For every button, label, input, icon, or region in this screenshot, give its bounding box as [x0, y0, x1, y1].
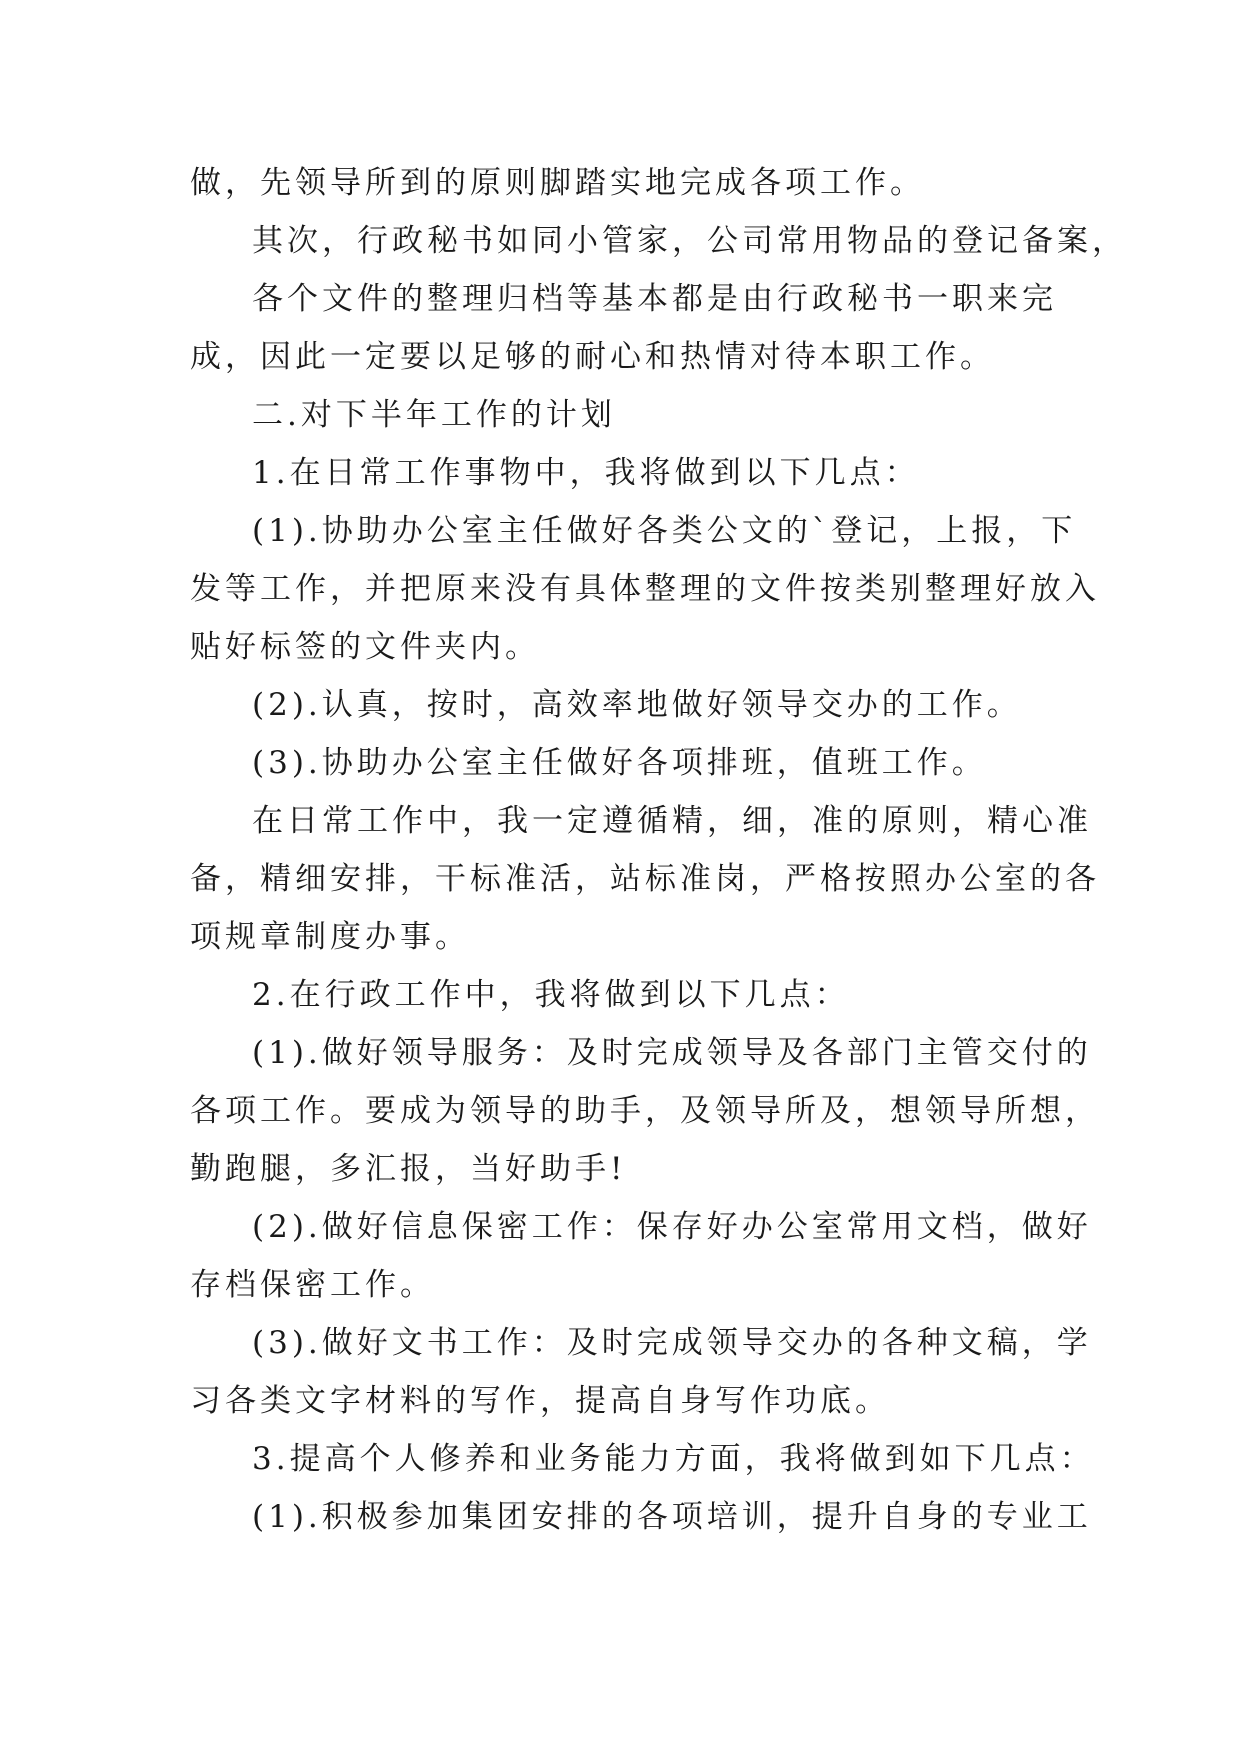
text-line: 做，先领导所到的原则脚踏实地完成各项工作。 — [190, 165, 925, 201]
text-line: 各项工作。要成为领导的助手，及领导所及，想领导所想， — [190, 1093, 1100, 1129]
text-line: 各个文件的整理归档等基本都是由行政秘书一职来完 — [252, 281, 1057, 317]
text-line: (2).做好信息保密工作：保存好办公室常用文档，做好 — [252, 1209, 1092, 1245]
text-line: 1.在日常工作事物中，我将做到以下几点： — [252, 455, 920, 491]
text-line: 贴好标签的文件夹内。 — [190, 629, 540, 665]
text-line: 存档保密工作。 — [190, 1267, 435, 1303]
text-line: 3.提高个人修养和业务能力方面，我将做到如下几点： — [252, 1441, 1095, 1477]
section-heading: 二.对下半年工作的计划 — [252, 397, 616, 433]
text-line: 备，精细安排，干标准活，站标准岗，严格按照办公室的各 — [190, 861, 1100, 897]
text-line: (1).协助办公室主任做好各类公文的`登记，上报，下 — [252, 513, 1077, 549]
text-line: (2).认真，按时，高效率地做好领导交办的工作。 — [252, 687, 1022, 723]
text-line: 成，因此一定要以足够的耐心和热情对待本职工作。 — [190, 339, 995, 375]
text-line: 在日常工作中，我一定遵循精，细，准的原则，精心准 — [252, 803, 1092, 839]
document-body — [190, 154, 1127, 1546]
text-line: 其次，行政秘书如同小管家，公司常用物品的登记备案， — [252, 223, 1127, 259]
text-line: 习各类文字材料的写作，提高自身写作功底。 — [190, 1383, 890, 1419]
text-line: (3).协助办公室主任做好各项排班，值班工作。 — [252, 745, 987, 781]
text-line: 项规章制度办事。 — [190, 919, 470, 955]
text-line: (1).做好领导服务：及时完成领导及各部门主管交付的 — [252, 1035, 1092, 1071]
text-line: 发等工作，并把原来没有具体整理的文件按类别整理好放入 — [190, 571, 1100, 607]
text-line: (3).做好文书工作：及时完成领导交办的各种文稿，学 — [252, 1325, 1092, 1361]
text-line: (1).积极参加集团安排的各项培训，提升自身的专业工 — [252, 1499, 1092, 1535]
text-line: 勤跑腿，多汇报，当好助手! — [190, 1151, 627, 1187]
text-line: 2.在行政工作中，我将做到以下几点： — [252, 977, 850, 1013]
